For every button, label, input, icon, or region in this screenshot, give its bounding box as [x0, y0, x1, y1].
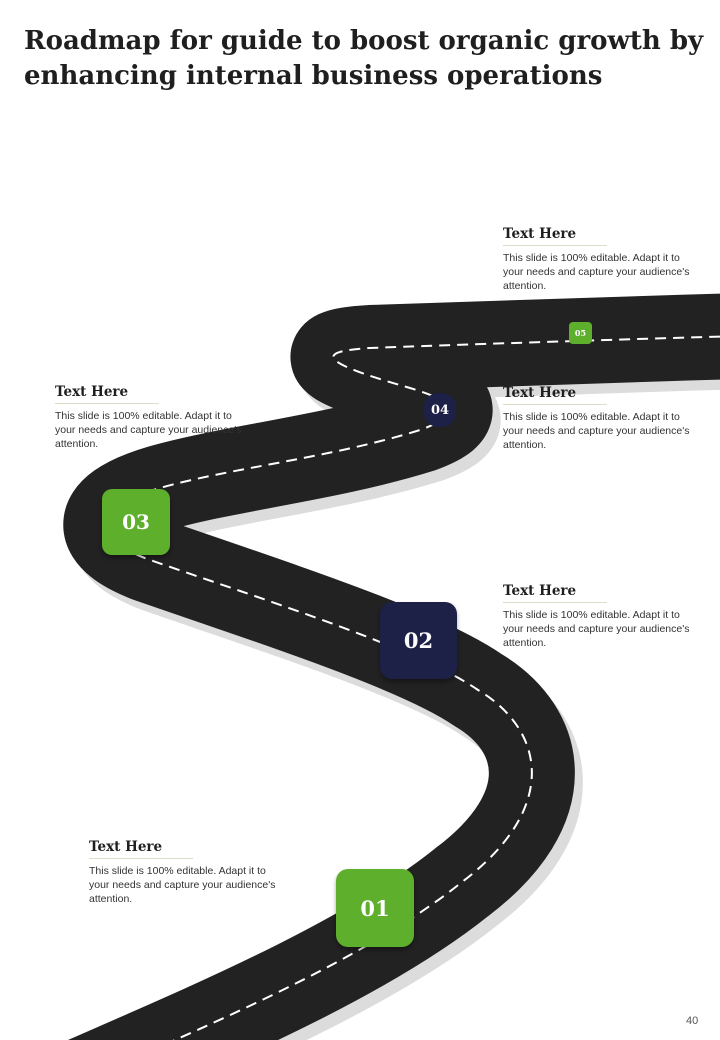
milestone-marker-02: 02	[380, 602, 457, 679]
heading-underline	[503, 602, 607, 603]
milestone-text-02	[503, 583, 703, 650]
milestone-body: This slide is 100% editable. Adapt it to your needs and capture your audience's attention.	[55, 410, 242, 450]
milestone-body: This slide is 100% editable. Adapt it to your needs and capture your audience's attention.	[89, 865, 276, 905]
milestone-body: This slide is 100% editable. Adapt it to your needs and capture your audience's attention.	[503, 411, 690, 451]
heading-underline	[503, 404, 607, 405]
heading-underline	[55, 403, 159, 404]
milestone-marker-03: 03	[102, 489, 170, 555]
heading-underline	[89, 858, 193, 859]
milestone-heading: Text Here	[503, 583, 577, 599]
milestone-heading: Text Here	[503, 226, 577, 242]
milestone-text-01	[89, 839, 289, 906]
milestone-heading: Text Here	[503, 385, 577, 401]
milestone-heading: Text Here	[55, 384, 129, 400]
milestone-body: This slide is 100% editable. Adapt it to your needs and capture your audience's attention.	[503, 252, 690, 292]
page-title: Roadmap for guide to boost organic growth by enhancing internal business operations	[24, 26, 704, 91]
heading-underline	[503, 245, 607, 246]
milestone-marker-05: 05	[569, 322, 592, 344]
milestone-text-04	[503, 385, 703, 452]
milestone-body: This slide is 100% editable. Adapt it to your needs and capture your audience's attention.	[503, 609, 690, 649]
milestone-marker-01: 01	[336, 869, 414, 947]
page-number: 40	[686, 1015, 699, 1027]
milestone-heading: Text Here	[89, 839, 163, 855]
milestone-text-05	[503, 226, 703, 293]
milestone-text-03	[55, 384, 255, 451]
milestone-marker-04: 04	[424, 393, 456, 427]
